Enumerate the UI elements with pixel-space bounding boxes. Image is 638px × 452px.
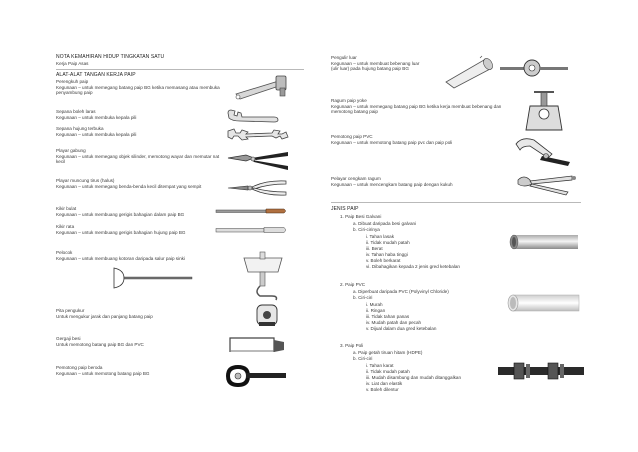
pipe-wrench-icon bbox=[232, 74, 292, 106]
pipe-feature: iii. Mudah disambung dan mudah ditanggalkan bbox=[366, 375, 462, 380]
tool-name: Kikir bulat bbox=[56, 206, 77, 211]
poly-pipe-icon bbox=[496, 360, 586, 382]
pipe-made-of: a. Dibuat daripada besi galvani bbox=[353, 221, 417, 226]
pipe-feature: iii. Tidak tahan panas bbox=[366, 314, 410, 319]
locking-pliers-icon bbox=[516, 172, 576, 196]
pipe-feature: ii. Tidak mudah patah bbox=[366, 369, 410, 374]
tool-name: Playar muncung tirus (halus) bbox=[56, 178, 115, 183]
tool-desc: Kegunaan – untuk mencengkam batang paip dengan kukuh bbox=[331, 182, 453, 187]
tool-desc: Kegunaan – untuk membuang kotoran daripada salur paip sinki bbox=[56, 256, 185, 261]
pipe-type-name: 3. Paip Poli bbox=[340, 343, 364, 348]
sink-icon bbox=[240, 252, 286, 304]
tool-desc: Kegunaan – untuk membuka kepala pili bbox=[56, 115, 137, 120]
tool-name: Pelayar cengkam ragum bbox=[331, 176, 381, 181]
tool-desc: Kegunaan – untuk memotong batang paip pvc dan paip poli bbox=[331, 140, 453, 145]
tool-name: Sepana hujung terbuka bbox=[56, 126, 104, 131]
tool-desc: Kegunaan – untuk membuat bebenang luar (ulir luar) pada hujung batang paip BG bbox=[331, 61, 420, 72]
tool-name: Playar gabung bbox=[56, 148, 86, 153]
pipe-made-of: a. Diperbuat daripada PVC (Polyvinyl Chloride) bbox=[353, 289, 449, 294]
pipe-feature: iv. Tahan haba tinggi bbox=[366, 252, 408, 257]
tool-name: Perengkuh paip bbox=[56, 79, 89, 84]
tool-desc: Kegunaan – untuk memotong batang paip BG bbox=[56, 371, 150, 376]
pipe-feature: v. Boleh berkarat bbox=[366, 258, 401, 263]
combination-pliers-icon bbox=[226, 149, 290, 171]
tool-name: Kikir rata bbox=[56, 224, 75, 229]
flat-file-icon bbox=[214, 226, 288, 234]
pipe-feature: i. Tahan lasak bbox=[366, 234, 395, 239]
divider bbox=[331, 202, 581, 203]
tool-name: Ragum paip yoke bbox=[331, 98, 367, 103]
pipe-features-label: b. Ciri-ciri bbox=[353, 356, 373, 361]
tool-name: Pita pengukur bbox=[56, 308, 85, 313]
threaded-pipe-icon bbox=[442, 54, 498, 90]
tool-name: Pengulir luar bbox=[331, 55, 357, 60]
pipes-section-title: JENIS PAIP bbox=[331, 206, 359, 212]
tool-desc: Kegunaan – untuk memegang batang paip BG ketika memasang atau membuka penyambung paip bbox=[56, 85, 220, 96]
pipe-made-of: a. Paip getah tiruan hitam (HDPE) bbox=[353, 350, 423, 355]
pipe-feature: i. Murah bbox=[366, 302, 383, 307]
tool-desc: Untuk mengukur jarak dan panjang batang paip bbox=[56, 314, 153, 319]
divider bbox=[56, 69, 304, 70]
tool-desc: Kegunaan – untuk memegang benda-benda kecil ditempat yang sempit bbox=[56, 184, 202, 189]
pipe-feature: v. Dijual dalam dua gred ketebalan bbox=[366, 326, 437, 331]
tools-section-title: ALAT-ALAT TANGAN KERJA PAIP bbox=[56, 72, 136, 78]
pipe-type-name: 1. Paip Besi Galvani bbox=[340, 214, 382, 219]
open-end-spanner-icon bbox=[226, 127, 290, 141]
pipe-feature: iv. Mudah patah dan pecah bbox=[366, 320, 422, 325]
pipe-type-name: 2. Paip PVC bbox=[340, 282, 366, 287]
tape-measure-icon bbox=[254, 302, 280, 328]
hacksaw-icon bbox=[226, 334, 286, 356]
tool-name: Pelocok bbox=[56, 250, 73, 255]
tool-desc: Kegunaan – untuk membuang gerigis bahagian hujung paip BG bbox=[56, 230, 186, 235]
tool-desc: Kegunaan – untuk membuang gerigis bahagian dalam paip BG bbox=[56, 212, 185, 217]
pvc-cutter-icon bbox=[512, 134, 574, 168]
pvc-pipe-icon bbox=[506, 292, 580, 314]
tool-desc: Kegunaan – untuk memegang objek silinder, memotong wayar dan memutar nat kecil bbox=[56, 154, 220, 165]
needle-nose-pliers-icon bbox=[226, 178, 288, 198]
document-subtitle: Kerja Paip Asas bbox=[56, 61, 89, 66]
pipe-feature: iv. Liat dan elastik bbox=[366, 381, 403, 386]
pipe-feature: v. Boleh dilentur bbox=[366, 387, 399, 392]
pipe-feature: vi. Dibahagikan kepada 2 jenis gred ketebalan bbox=[366, 264, 460, 269]
pipe-feature: ii. Ringan bbox=[366, 308, 386, 313]
tool-desc: Kegunaan – untuk membuka kepala pili bbox=[56, 132, 137, 137]
document-title: NOTA KEMAHIRAN HIDUP TINGKATAN SATU bbox=[56, 54, 165, 60]
tool-name: Sepana boleh laras bbox=[56, 109, 96, 114]
yoke-vise-icon bbox=[520, 90, 568, 132]
pipe-features-label: b. Ciri-ciri bbox=[353, 295, 373, 300]
pipe-feature: iii. Berat bbox=[366, 246, 383, 251]
tool-desc: Kegunaan – untuk memegang batang paip BG ketika kerja membuat bebenang dan memotong batang paip bbox=[331, 104, 502, 115]
tool-name: Gergaji besi bbox=[56, 336, 81, 341]
tool-desc: Untuk memotong batang paip BG dan PVC bbox=[56, 342, 144, 347]
pipe-feature: i. Tahan karat bbox=[366, 363, 394, 368]
tool-name: Pemotong paip beroda bbox=[56, 365, 103, 370]
pipe-feature: ii. Tidak mudah patah bbox=[366, 240, 410, 245]
adjustable-spanner-icon bbox=[226, 107, 282, 123]
galvanized-pipe-icon bbox=[508, 232, 580, 252]
threader-icon bbox=[498, 58, 570, 80]
pipe-features-label: b. Ciri-cirinya bbox=[353, 227, 380, 232]
pipe-cutter-icon bbox=[224, 363, 288, 389]
plunger-icon bbox=[112, 266, 194, 290]
tool-name: Pemotong paip PVC bbox=[331, 134, 373, 139]
round-file-icon bbox=[214, 207, 288, 215]
